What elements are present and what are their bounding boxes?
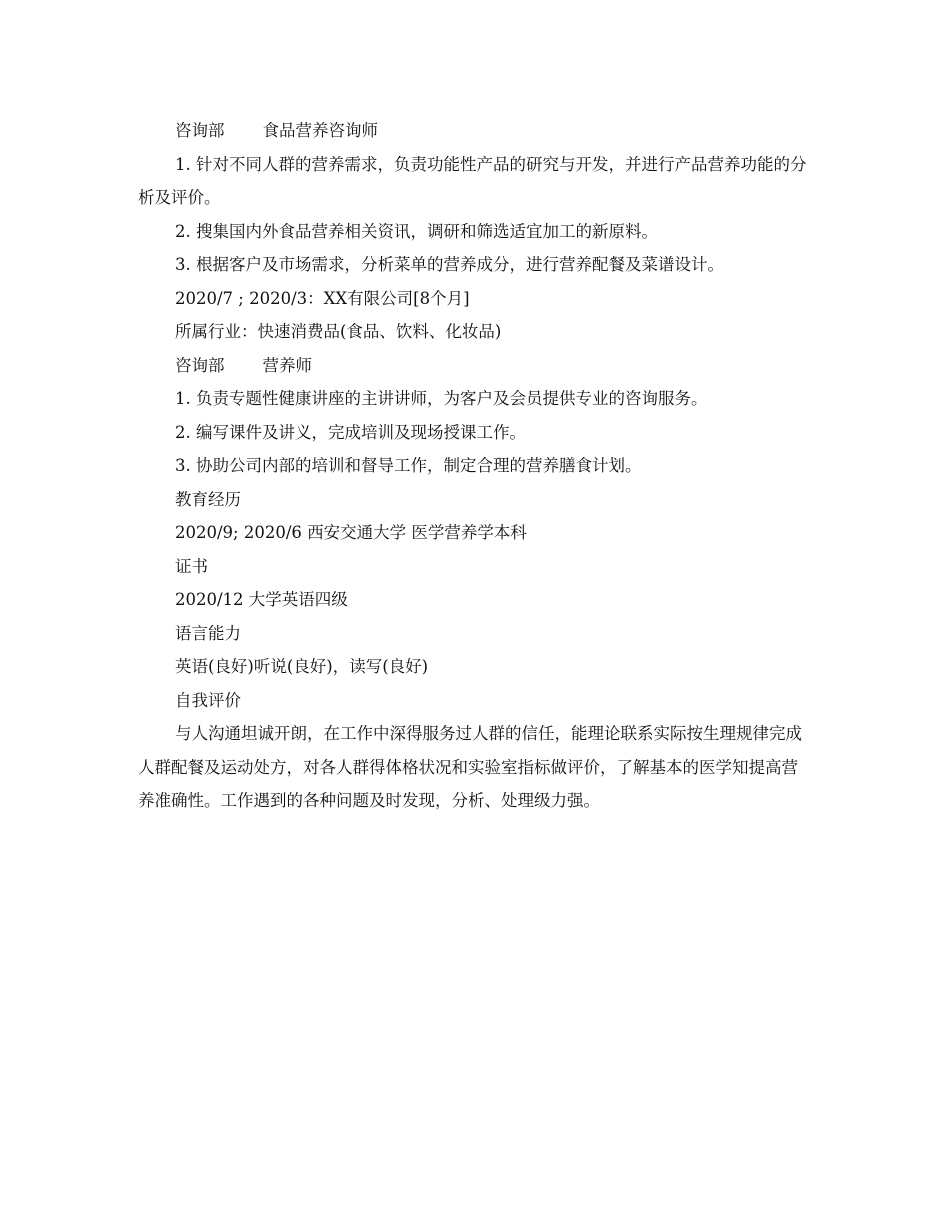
job-title-label: 营养师 [262,355,312,375]
duty-item: 3. 根据客户及市场需求，分析菜单的营养成分，进行营养配餐及菜谱设计。 [175,255,724,274]
education-entry: 2020/9; 2020/6 西安交通大学 医学营养学本科 [175,523,527,542]
duty-item: 2. 搜集国内外食品营养相关资讯，调研和筛选适宜加工的新原料。 [175,221,658,241]
document-body [138,114,814,818]
language-entry: 英语(良好)听说(良好)，读写(良好) [175,657,429,676]
section-heading-certificates: 证书 [175,556,208,576]
duty-item: 2. 编写课件及讲义，完成培训及现场授课工作。 [175,422,526,442]
certificate-entry: 2020/12 大学英语四级 [175,590,348,609]
department-label: 咨询部 [175,355,225,375]
job-header-line [138,349,814,383]
job-title-label: 食品营养咨询师 [262,121,378,140]
duty-item: 3. 协助公司内部的培训和督导工作，制定合理的营养膳食计划。 [175,456,642,475]
industry-line: 所属行业：快速消费品(食品、饮料、化妆品) [175,322,502,341]
department-label: 咨询部 [175,121,225,140]
job-header-line [138,114,814,148]
employment-period: 2020/7 ; 2020/3：XX有限公司[8个月] [175,288,470,308]
section-heading-education: 教育经历 [175,489,241,509]
duty-item: 1. 针对不同人群的营养需求，负责功能性产品的研究与开发，并进行产品营养功能的分析及评价。 [138,154,807,207]
self-evaluation-paragraph: 与人沟通坦诚开朗，在工作中深得服务过人群的信任，能理论联系实际按生理规律完成人群配餐及运动处方，对各人群得体格状况和实验室指标做评价，了解基本的医学知提高营养准确性。工作遇到的各种问题及时发现，分析、处理级力强。 [138,724,802,810]
section-heading-language: 语言能力 [175,623,241,643]
duty-item: 1. 负责专题性健康讲座的主讲讲师，为客户及会员提供专业的咨询服务。 [175,389,708,408]
section-heading-self-evaluation: 自我评价 [175,690,241,710]
